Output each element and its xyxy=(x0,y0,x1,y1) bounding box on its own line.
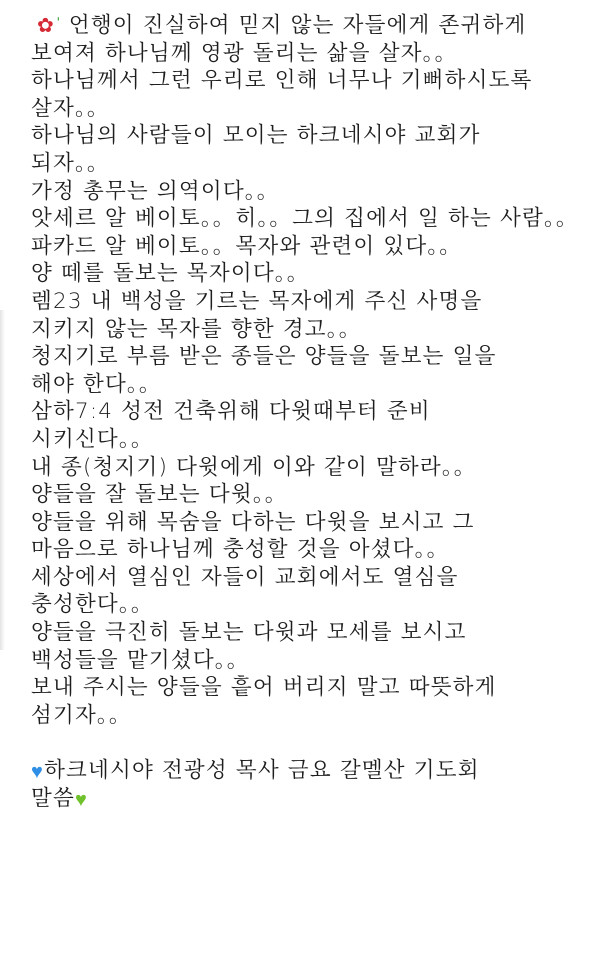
note-line: 충성한다。。 xyxy=(31,592,154,618)
note-line: 마음으로 하나님께 충성할 것을 아셨다。。 xyxy=(31,537,450,563)
note-line: 가정 총무는 의역이다。。 xyxy=(31,178,280,204)
note-line: 지키지 않는 목자를 향한 경고。。 xyxy=(31,316,362,342)
note-line: 하나님께서 그런 우리로 인해 너무나 기뻐하시도록 xyxy=(31,68,533,94)
note-line: 청지기로 부름 받은 종들은 양들을 돌보는 일을 xyxy=(31,344,497,370)
page-edge-shadow xyxy=(0,310,5,650)
note-line: 렘23 내 백성을 기르는 목자에게 주신 사명을 xyxy=(31,288,483,314)
note-line: 되자。。 xyxy=(31,150,110,176)
note-line: 백성들을 맡기셨다。。 xyxy=(31,647,250,673)
note-line: 양들을 위해 목숨을 다하는 다윗을 보시고 그 xyxy=(31,509,475,535)
note-line: 양들을 잘 돌보는 다윗。。 xyxy=(31,482,288,508)
rose-icon: ✿ˈ xyxy=(37,13,63,37)
note-line: 양 떼를 돌보는 목자이다。。 xyxy=(31,261,310,287)
note-text xyxy=(31,12,579,812)
note-line: 해야 한다。。 xyxy=(31,371,162,397)
note-line: 앗세르 알 베이토。。히。。그의 집에서 일 하는 사람。。 xyxy=(31,206,579,232)
green-heart-icon: ♥ xyxy=(74,786,89,811)
note-line: 양들을 극진히 돌보는 다윗과 모세를 보시고 xyxy=(31,620,467,646)
footer-line: 말씀♥ xyxy=(31,785,576,813)
note-line: 내 종(청지기) 다윗에게 이와 같이 말하라。。 xyxy=(31,454,477,480)
blank-line xyxy=(31,729,576,757)
note-line: 살자。。 xyxy=(31,95,110,121)
note-line: ✿ˈ 언행이 진실하여 믿지 않는 자들에게 존귀하게 xyxy=(37,13,527,38)
note-line: 세상에서 열심인 자들이 교회에서도 열심을 xyxy=(31,564,459,590)
note-line: 하나님의 사람들이 모이는 하크네시야 교회가 xyxy=(31,123,481,149)
note-line: 보여져 하나님께 영광 돌리는 삶을 살자。。 xyxy=(31,40,458,66)
note-line: 섬기자。。 xyxy=(31,702,132,728)
note-line: 시키신다。。 xyxy=(31,426,154,452)
note-line: 삼하7:4 성전 건축위해 다윗때부터 준비 xyxy=(31,399,431,425)
note-line: 파카드 알 베이토。。목자와 관련이 있다。。 xyxy=(31,233,462,259)
footer-line: ♥하크네시야 전광성 목사 금요 갈멜산 기도회 xyxy=(31,757,576,785)
note-line: 보내 주시는 양들을 흩어 버리지 말고 따뜻하게 xyxy=(31,675,497,701)
blue-heart-icon: ♥ xyxy=(31,759,45,784)
